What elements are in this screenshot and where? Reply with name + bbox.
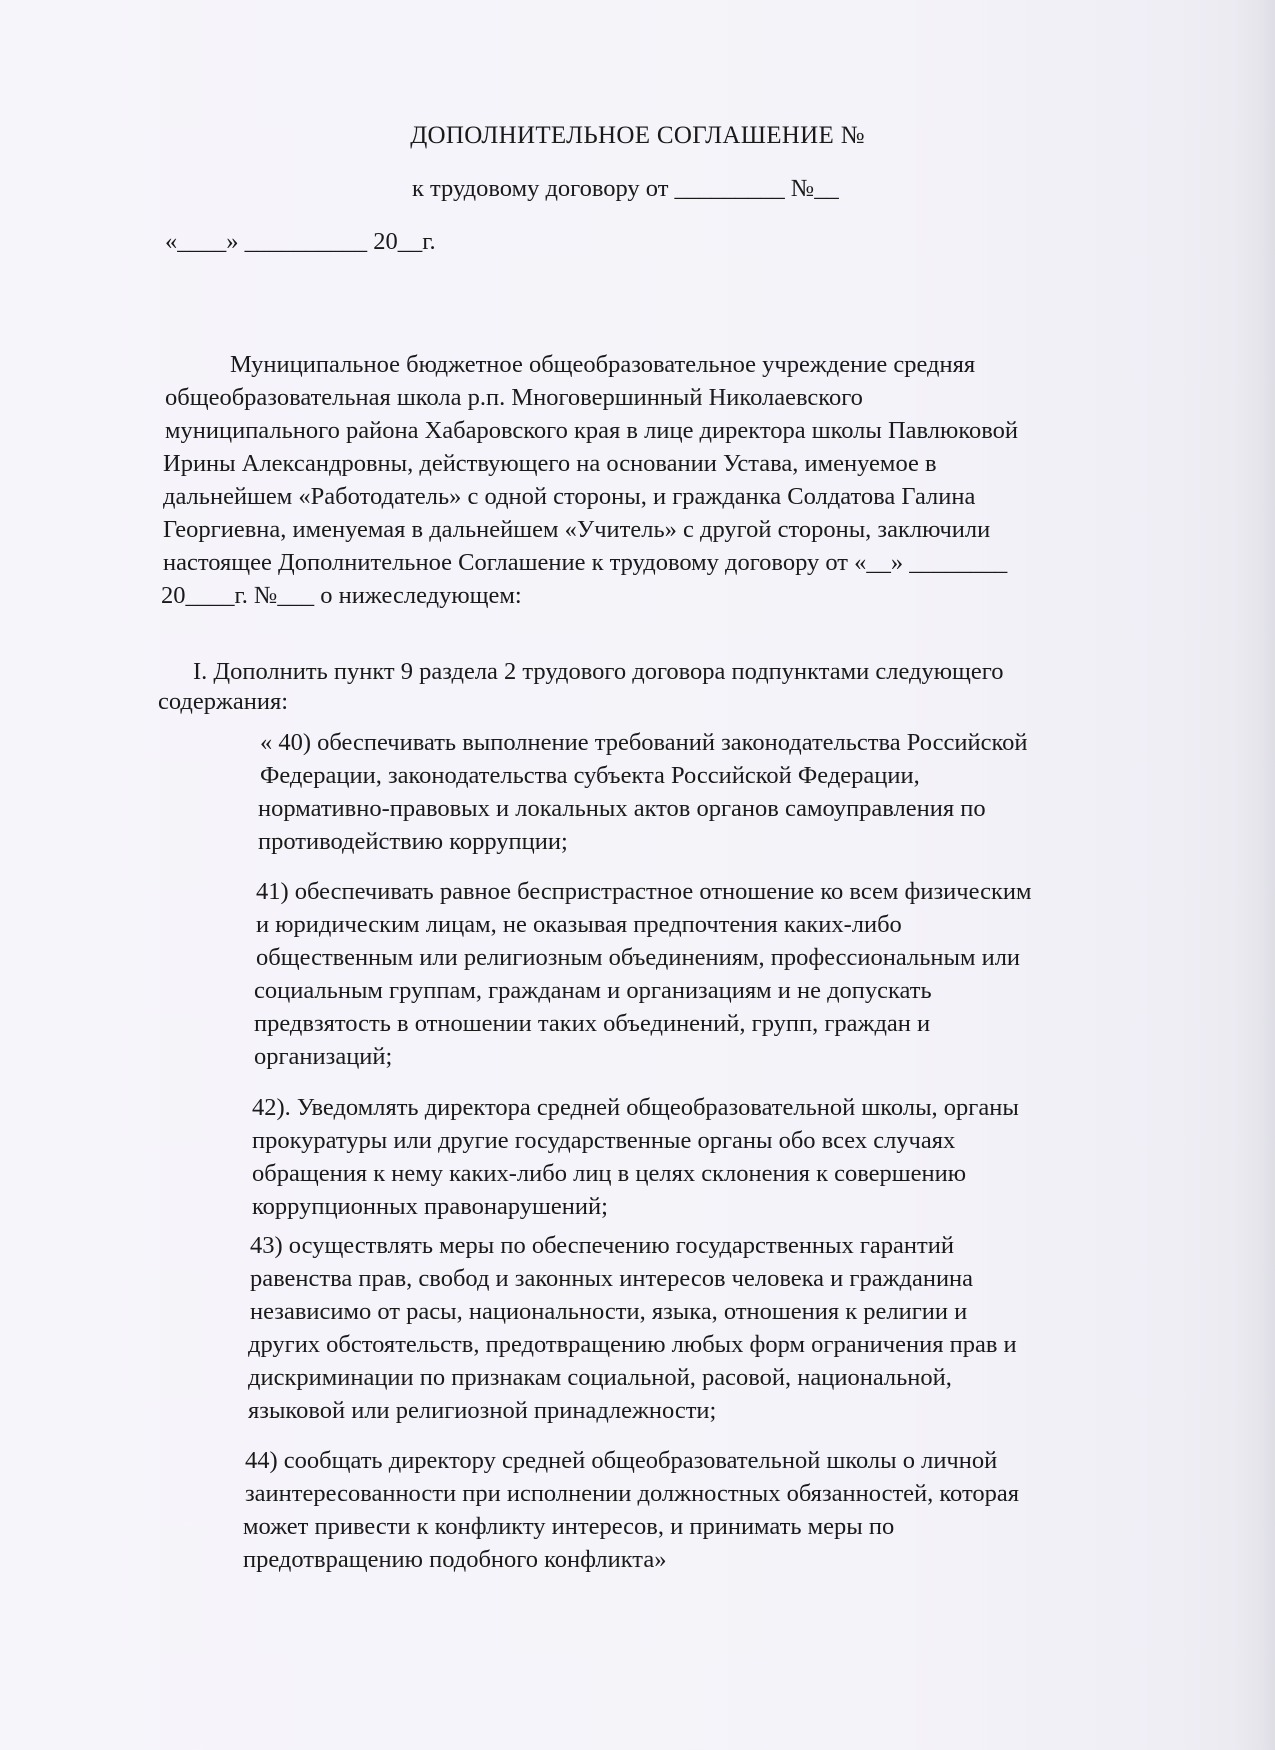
page-edge-shadow [1235, 0, 1275, 1750]
section-line: I. Дополнить пункт 9 раздела 2 трудового договора подпунктами следующего [193, 658, 1004, 685]
item-line: общественным или религиозным объединениям, профессиональным или [256, 944, 1021, 971]
section-line: содержания: [158, 688, 289, 715]
item-line: 42). Уведомлять директора средней общеобразовательной школы, органы [252, 1094, 1019, 1121]
item-line: Федерации, законодательства субъекта Российской Федерации, [260, 762, 920, 789]
intro-line: Георгиевна, именуемая в дальнейшем «Учитель» с другой стороны, заключили [163, 516, 991, 543]
item-line: независимо от расы, национальности, языка, отношения к религии и [250, 1298, 968, 1325]
item-line: заинтересованности при исполнении должностных обязанностей, которая [245, 1480, 1020, 1507]
item-line: предотвращению подобного конфликта» [243, 1546, 667, 1573]
item-line: может привести к конфликту интересов, и принимать меры по [243, 1513, 895, 1540]
item-line: 41) обеспечивать равное беспристрастное отношение ко всем физическим [256, 878, 1032, 905]
item-line: коррупционных правонарушений; [252, 1193, 608, 1220]
item-line: противодействию коррупции; [258, 828, 568, 855]
intro-line: дальнейшем «Работодатель» с одной стороны, и гражданка Солдатова Галина [163, 483, 976, 510]
item-line: организаций; [254, 1043, 393, 1070]
item-line: дискриминации по признакам социальной, расовой, национальной, [248, 1364, 952, 1391]
item-line: других обстоятельств, предотвращению любых форм ограничения прав и [248, 1331, 1017, 1358]
document-date-line: «____» __________ 20__г. [165, 228, 436, 255]
item-line: « 40) обеспечивать выполнение требований законодательства Российской [260, 729, 1028, 756]
intro-line: общеобразовательная школа р.п. Многовершинный Николаевского [165, 384, 863, 411]
item-line: социальным группам, гражданам и организациям и не допускать [254, 977, 932, 1004]
document-subtitle: к трудовому договору от _________ №__ [412, 175, 839, 202]
item-line: и юридическим лицам, не оказывая предпочтения каких-либо [256, 911, 902, 938]
item-line: предвзятость в отношении таких объединений, групп, граждан и [254, 1010, 931, 1037]
item-line: прокуратуры или другие государственные органы обо всех случаях [252, 1127, 956, 1154]
document-title: ДОПОЛНИТЕЛЬНОЕ СОГЛАШЕНИЕ № [410, 122, 865, 149]
item-line: 43) осуществлять меры по обеспечению государственных гарантий [250, 1232, 954, 1259]
item-line: равенства прав, свобод и законных интересов человека и гражданина [250, 1265, 974, 1292]
item-line: обращения к нему каких-либо лиц в целях склонения к совершению [252, 1160, 967, 1187]
intro-line: муниципального района Хабаровского края в лице директора школы Павлюковой [165, 417, 1019, 444]
intro-line: Ирины Александровны, действующего на основании Устава, именуемое в [163, 450, 937, 477]
item-line: 44) сообщать директору средней общеобразовательной школы о личной [245, 1447, 998, 1474]
intro-line: настоящее Дополнительное Соглашение к трудовому договору от «__» ________ [163, 549, 1008, 576]
intro-line: 20____г. №___ о нижеследующем: [161, 582, 522, 609]
intro-line: Муниципальное бюджетное общеобразовательное учреждение средняя [230, 351, 976, 378]
item-line: языковой или религиозной принадлежности; [248, 1397, 717, 1424]
item-line: нормативно-правовых и локальных актов органов самоуправления по [258, 795, 986, 822]
